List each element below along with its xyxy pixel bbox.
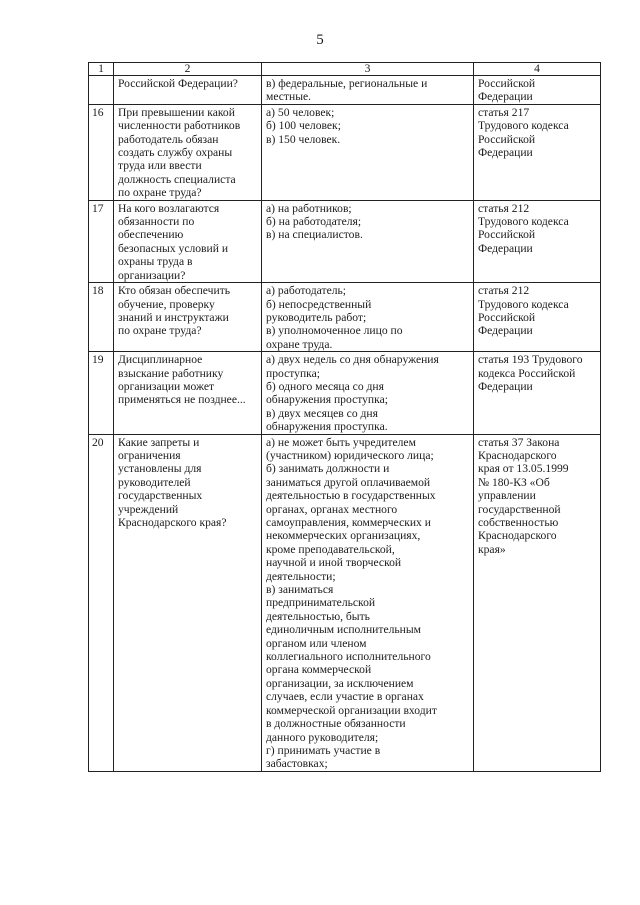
- row-number: 19: [89, 352, 114, 434]
- answer-line: б) 100 человек;: [266, 119, 341, 133]
- answer-line: руководитель работ;: [266, 310, 367, 324]
- answer-line: в должностные обязанности: [266, 717, 406, 731]
- answers-cell: [262, 434, 474, 771]
- question-line: организации?: [118, 268, 186, 282]
- source-line: статья 212: [478, 284, 530, 298]
- question-line: государственных: [118, 489, 203, 503]
- answer-line: а) 50 человек;: [266, 105, 335, 119]
- answer-line: в) федеральные, региональные и: [266, 77, 428, 90]
- question-line: по охране труда?: [118, 186, 202, 200]
- question-line: обеспечению: [118, 228, 184, 242]
- source-line: Федерации: [478, 379, 533, 393]
- question-line: охраны труда в: [118, 255, 193, 269]
- question-cell: [114, 104, 262, 200]
- source-cell: [474, 434, 601, 771]
- question-cell: [114, 76, 262, 105]
- question-line: безопасных условий и: [118, 241, 229, 255]
- question-cell: [114, 434, 262, 771]
- source-line: статья 217: [478, 105, 530, 119]
- question-cell: [114, 200, 262, 282]
- question-line: применяться не позднее...: [118, 393, 246, 407]
- answer-line: деятельностью в государственных: [266, 489, 436, 503]
- question-line: по охране труда?: [118, 324, 202, 338]
- table-row: [89, 76, 601, 105]
- answer-line: предпринимательской: [266, 596, 376, 610]
- source-line: Краснодарского: [478, 448, 557, 462]
- question-line: создать службу охраны: [118, 146, 233, 160]
- answer-line: коллегиального исполнительного: [266, 650, 431, 664]
- answer-line: б) на работодателя;: [266, 215, 362, 229]
- source-cell: [474, 104, 601, 200]
- question-line: руководителей: [118, 475, 191, 489]
- question-line: труда или ввести: [118, 159, 202, 173]
- question-line: Какие запреты и: [118, 435, 200, 449]
- answer-line: обнаружения проступка.: [266, 420, 388, 434]
- answers-cell: [262, 76, 474, 105]
- table-row: [89, 200, 601, 282]
- table-header-row: [89, 63, 601, 76]
- answer-line: органа коммерческой: [266, 663, 372, 677]
- answer-line: обнаружения проступка;: [266, 393, 388, 407]
- source-cell: [474, 283, 601, 352]
- answer-line: научной и иной творческой: [266, 556, 402, 570]
- source-line: Трудового кодекса: [478, 215, 569, 229]
- question-line: ограничения: [118, 448, 181, 462]
- answer-line: забастовках;: [266, 757, 328, 771]
- table-row: [89, 434, 601, 771]
- source-cell: [474, 76, 601, 105]
- answer-line: г) принимать участие в: [266, 743, 381, 757]
- answer-line: некоммерческих организациях,: [266, 529, 421, 543]
- answer-line: в) 150 человек.: [266, 132, 341, 146]
- answers-cell: [262, 283, 474, 352]
- answer-line: самоуправления, коммерческих и: [266, 516, 431, 529]
- answer-line: данного руководителя;: [266, 730, 379, 744]
- answer-line: в) заниматься: [266, 583, 334, 597]
- answer-line: проступка;: [266, 366, 320, 380]
- question-cell: [114, 283, 262, 352]
- answers-cell: [262, 200, 474, 282]
- question-line: численности работников: [118, 119, 241, 133]
- source-line: Федерации: [478, 146, 533, 160]
- answer-line: органах, органах местного: [266, 502, 398, 516]
- answer-line: б) одного месяца со дня: [266, 379, 384, 393]
- question-cell: [114, 352, 262, 434]
- question-line: Краснодарского края?: [118, 516, 227, 529]
- answer-line: деятельности;: [266, 569, 336, 583]
- answer-line: б) непосредственный: [266, 297, 372, 311]
- source-line: государственной: [478, 502, 561, 516]
- answer-line: деятельностью, быть: [266, 609, 370, 623]
- answer-line: заниматься другой оплачиваемой: [266, 475, 431, 489]
- source-line: Российской: [478, 228, 536, 242]
- source-line: статья 193 Трудового: [478, 353, 583, 367]
- source-line: управлении: [478, 489, 536, 503]
- answer-line: в) на специалистов.: [266, 228, 363, 242]
- table-row: [89, 283, 601, 352]
- source-line: Федерации: [478, 241, 533, 255]
- source-line: Трудового кодекса: [478, 119, 569, 133]
- row-number: 20: [89, 434, 114, 771]
- source-line: Краснодарского: [478, 529, 557, 543]
- question-line: Кто обязан обеспечить: [118, 284, 231, 298]
- questions-table: [88, 62, 601, 772]
- question-line: знаний и инструктажи: [118, 310, 229, 324]
- page-number: 5: [316, 32, 324, 48]
- question-line: организации может: [118, 379, 215, 393]
- row-number: 17: [89, 200, 114, 282]
- answer-line: местные.: [266, 90, 312, 104]
- answer-line: б) занимать должности и: [266, 462, 390, 476]
- answer-line: коммерческой организации входит: [266, 703, 437, 717]
- question-line: Российской Федерации?: [118, 77, 238, 90]
- source-line: края от 13.05.1999: [478, 462, 569, 476]
- answer-line: единоличным исполнительным: [266, 623, 422, 637]
- source-line: Российской: [478, 310, 536, 324]
- source-line: Российской: [478, 77, 536, 90]
- row-number: 16: [89, 104, 114, 200]
- header-col-4: 4: [474, 63, 601, 76]
- header-col-1: 1: [89, 63, 114, 76]
- source-line: кодекса Российской: [478, 366, 576, 380]
- source-cell: [474, 352, 601, 434]
- question-line: обучение, проверку: [118, 297, 215, 311]
- answers-cell: [262, 352, 474, 434]
- source-line: статья 37 Закона: [478, 435, 560, 449]
- source-line: Федерации: [478, 324, 533, 338]
- question-line: Дисциплинарное: [118, 353, 203, 367]
- table-row: [89, 104, 601, 200]
- answer-line: а) не может быть учредителем: [266, 435, 416, 449]
- answer-line: организации, за исключением: [266, 676, 414, 690]
- question-line: взыскание работнику: [118, 366, 224, 380]
- source-cell: [474, 200, 601, 282]
- source-line: Федерации: [478, 90, 533, 104]
- source-line: Российской: [478, 132, 536, 146]
- question-line: установлены для: [118, 462, 202, 476]
- question-line: работодатель обязан: [118, 132, 219, 146]
- answer-line: в) двух месяцев со дня: [266, 406, 378, 420]
- question-line: При превышении какой: [118, 105, 235, 119]
- answer-line: а) работодатель;: [266, 284, 347, 298]
- answer-line: (участником) юридического лица;: [266, 448, 434, 462]
- answer-line: охране труда.: [266, 337, 333, 351]
- row-number: 18: [89, 283, 114, 352]
- answer-line: органом или членом: [266, 636, 367, 650]
- question-line: должность специалиста: [118, 172, 236, 186]
- question-line: обязанности по: [118, 215, 195, 229]
- source-line: № 180-КЗ «Об: [478, 475, 550, 489]
- answers-cell: [262, 104, 474, 200]
- source-line: Трудового кодекса: [478, 297, 569, 311]
- table-row: [89, 352, 601, 434]
- source-line: статья 212: [478, 201, 530, 215]
- answer-line: а) на работников;: [266, 201, 352, 215]
- header-col-3: 3: [262, 63, 474, 76]
- header-col-2: 2: [114, 63, 262, 76]
- question-line: На кого возлагаются: [118, 201, 220, 215]
- source-line: края»: [478, 542, 506, 556]
- row-number: [89, 76, 114, 105]
- answer-line: в) уполномоченное лицо по: [266, 324, 403, 338]
- answer-line: кроме преподавательской,: [266, 542, 395, 556]
- answer-line: а) двух недель со дня обнаружения: [266, 353, 439, 367]
- question-line: учреждений: [118, 502, 179, 516]
- source-line: собственностью: [478, 516, 559, 529]
- answer-line: случаев, если участие в органах: [266, 690, 424, 704]
